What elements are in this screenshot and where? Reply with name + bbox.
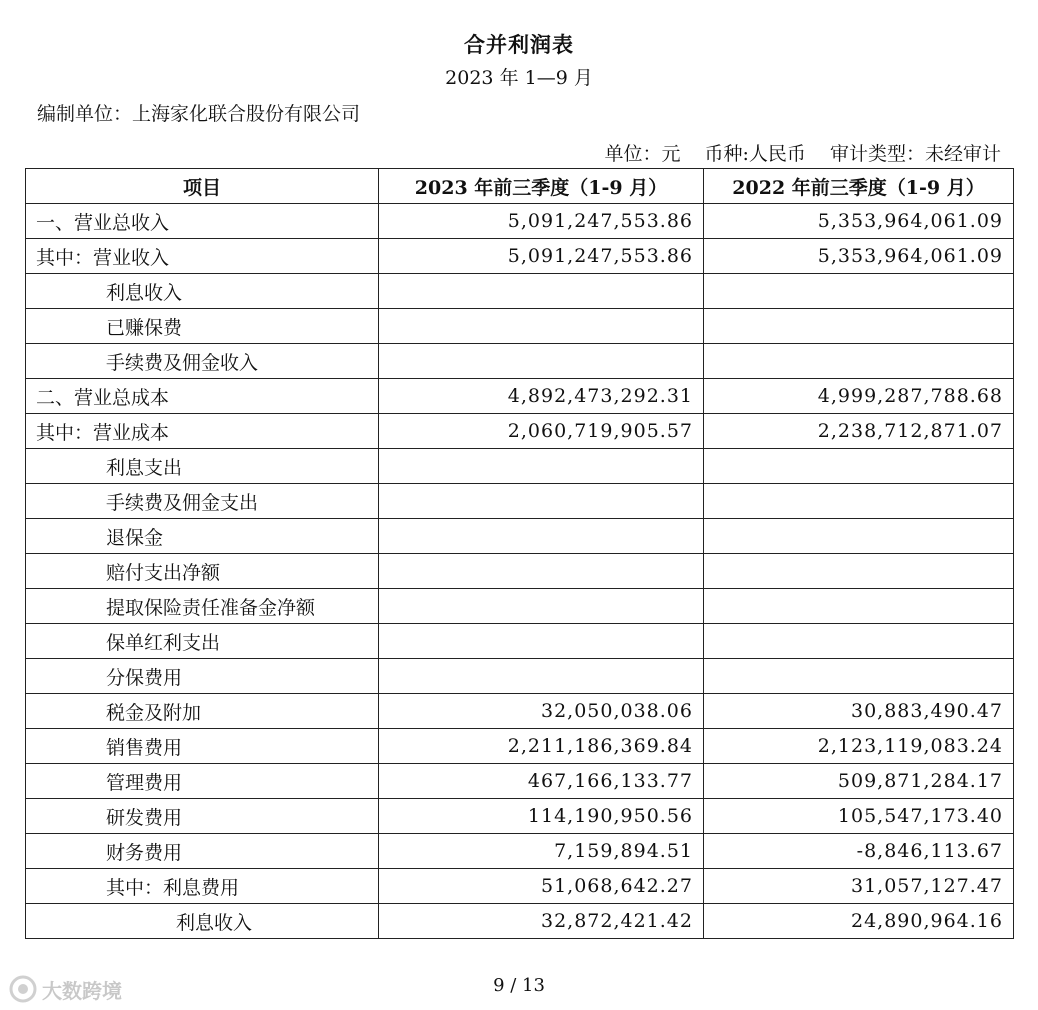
value-2023: 114,190,950.56 [379,799,704,834]
table-row [26,344,1014,379]
watermark-logo-icon [8,974,38,1004]
table-row [26,484,1014,519]
row-label: 手续费及佣金支出 [26,484,379,519]
row-label: 利息支出 [26,449,379,484]
value-2023: 5,091,247,553.86 [379,204,704,239]
company-name: 编制单位：上海家化联合股份有限公司 [37,103,361,125]
value-2023: 32,872,421.42 [379,904,704,939]
value-2022: 5,353,964,061.09 [704,239,1014,274]
table-row [26,869,1014,904]
value-2022 [704,449,1014,484]
value-2023 [379,484,704,519]
header-2022: 2022 年前三季度（1-9 月） [704,169,1014,204]
row-label: 其中：营业成本 [26,414,379,449]
table-row [26,414,1014,449]
value-2022: 24,890,964.16 [704,904,1014,939]
statement-title: 合并利润表 [464,32,574,57]
table-row [26,274,1014,309]
watermark-text: 大数跨境 [42,978,122,1003]
table-row [26,379,1014,414]
value-2022: -8,846,113.67 [704,834,1014,869]
value-2023 [379,344,704,379]
table-row [26,519,1014,554]
row-label: 保单红利支出 [26,624,379,659]
value-2022 [704,309,1014,344]
row-label: 提取保险责任准备金净额 [26,589,379,624]
row-label: 手续费及佣金收入 [26,344,379,379]
value-2022 [704,519,1014,554]
value-2022 [704,344,1014,379]
row-label: 退保金 [26,519,379,554]
row-label: 税金及附加 [26,694,379,729]
row-label: 已赚保费 [26,309,379,344]
table-row [26,694,1014,729]
value-2022: 5,353,964,061.09 [704,204,1014,239]
value-2022: 509,871,284.17 [704,764,1014,799]
value-2023: 32,050,038.06 [379,694,704,729]
value-2023: 467,166,133.77 [379,764,704,799]
statement-period: 2023 年 1—9 月 [445,67,593,89]
row-label: 分保费用 [26,659,379,694]
table-row [26,904,1014,939]
row-label: 其中：营业收入 [26,239,379,274]
value-2022: 105,547,173.40 [704,799,1014,834]
value-2022 [704,624,1014,659]
table-row [26,204,1014,239]
header-2023: 2023 年前三季度（1-9 月） [379,169,704,204]
row-label: 利息收入 [26,904,379,939]
row-label: 财务费用 [26,834,379,869]
value-2023 [379,589,704,624]
row-label: 利息收入 [26,274,379,309]
table-row [26,554,1014,589]
page-number: 9 / 13 [493,975,545,996]
value-2022: 2,123,119,083.24 [704,729,1014,764]
header-item: 项目 [26,169,379,204]
row-label: 销售费用 [26,729,379,764]
income-statement-table [25,168,1014,939]
audit-type-label: 审计类型：未经审计 [829,143,1001,165]
unit-label: 单位：元 [604,143,681,165]
value-2023 [379,554,704,589]
value-2022 [704,484,1014,519]
value-2023: 5,091,247,553.86 [379,239,704,274]
table-row [26,764,1014,799]
value-2023: 2,211,186,369.84 [379,729,704,764]
table-row [26,449,1014,484]
value-2022 [704,274,1014,309]
table-row [26,659,1014,694]
value-2023 [379,659,704,694]
value-2022 [704,659,1014,694]
watermark [8,974,122,1004]
row-label: 管理费用 [26,764,379,799]
row-label: 其中：利息费用 [26,869,379,904]
row-label: 研发费用 [26,799,379,834]
table-row [26,624,1014,659]
value-2023 [379,624,704,659]
value-2023 [379,309,704,344]
value-2022: 4,999,287,788.68 [704,379,1014,414]
table-header-row [26,169,1014,204]
row-label: 一、营业总收入 [26,204,379,239]
value-2023 [379,519,704,554]
table-row [26,309,1014,344]
value-2022 [704,589,1014,624]
table-row [26,834,1014,869]
value-2023 [379,449,704,484]
value-2023: 7,159,894.51 [379,834,704,869]
value-2023: 2,060,719,905.57 [379,414,704,449]
value-2022 [704,554,1014,589]
row-label: 二、营业总成本 [26,379,379,414]
row-label: 赔付支出净额 [26,554,379,589]
table-row [26,729,1014,764]
value-2022: 31,057,127.47 [704,869,1014,904]
table-row [26,799,1014,834]
value-2023: 51,068,642.27 [379,869,704,904]
table-row [26,589,1014,624]
value-2022: 30,883,490.47 [704,694,1014,729]
unit-line [586,139,1001,166]
value-2022: 2,238,712,871.07 [704,414,1014,449]
currency-label: 币种:人民币 [704,143,806,165]
value-2023: 4,892,473,292.31 [379,379,704,414]
table-row [26,239,1014,274]
value-2023 [379,274,704,309]
